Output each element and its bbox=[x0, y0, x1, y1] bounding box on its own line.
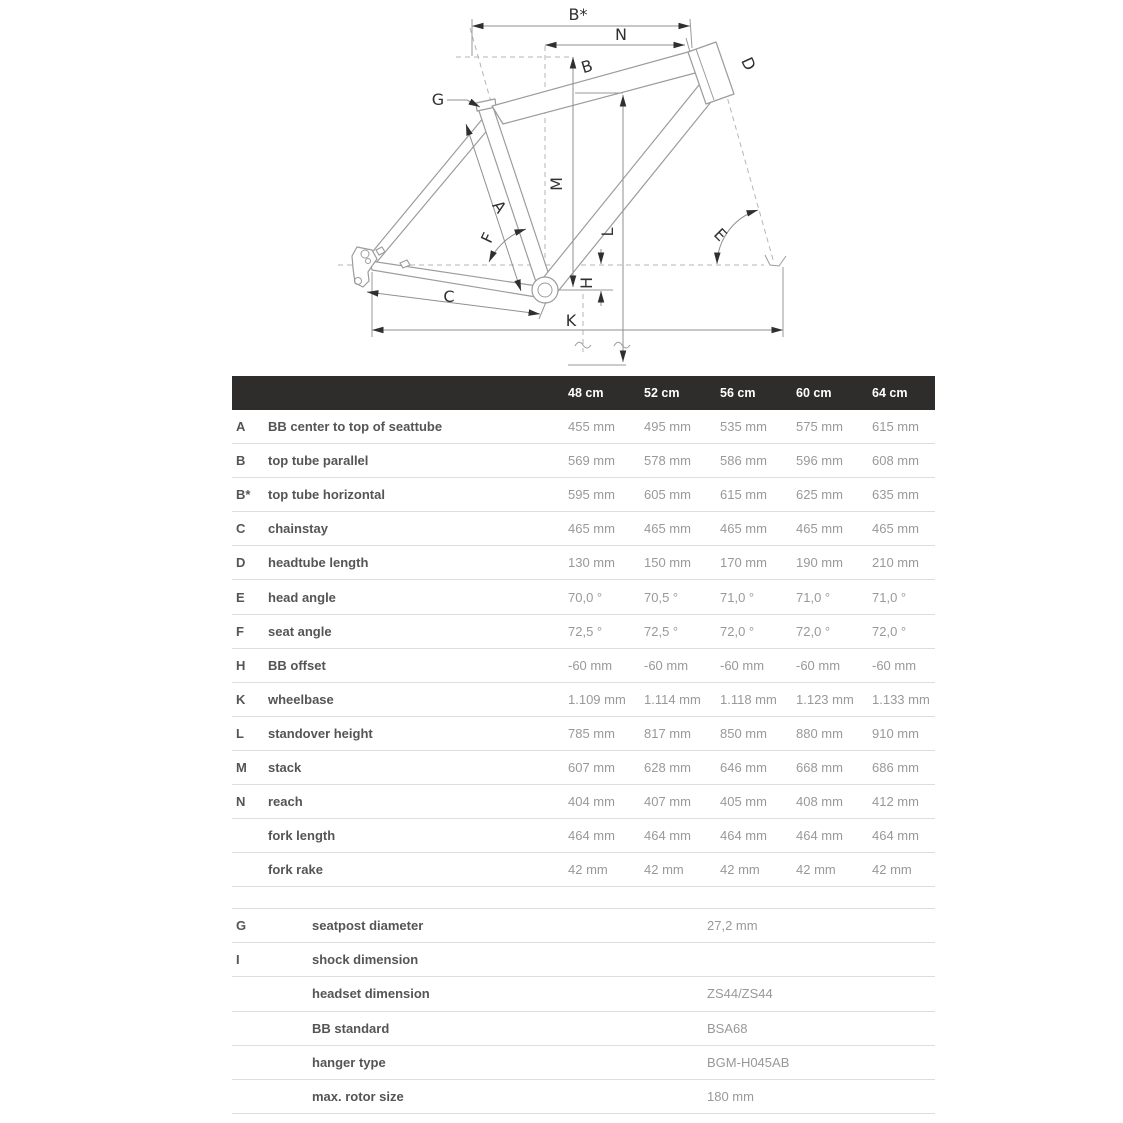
row-label: reach bbox=[268, 794, 303, 810]
row-value: 1.118 mm bbox=[720, 691, 777, 707]
row-value: 595 mm bbox=[568, 487, 615, 503]
row-value: 464 mm bbox=[872, 828, 919, 844]
row-label: head angle bbox=[268, 589, 336, 605]
row-letter: N bbox=[236, 794, 246, 810]
geometry-table-header bbox=[232, 376, 935, 410]
dim-label-g: G bbox=[431, 90, 445, 109]
geometry-table-row bbox=[232, 683, 935, 717]
row-value: 71,0 ° bbox=[720, 589, 755, 605]
row-value: 464 mm bbox=[644, 828, 691, 844]
geometry-table-row bbox=[232, 580, 935, 614]
row-value: -60 mm bbox=[796, 657, 841, 673]
row-label: top tube horizontal bbox=[268, 487, 385, 503]
row-value: 465 mm bbox=[872, 521, 919, 537]
geometry-table-row bbox=[232, 478, 935, 512]
row-value: BGM-H045AB bbox=[707, 1054, 790, 1070]
row-letter: B* bbox=[236, 487, 251, 503]
row-label: fork rake bbox=[268, 862, 323, 878]
row-value: 578 mm bbox=[644, 453, 691, 469]
row-letter: B bbox=[236, 453, 246, 469]
dim-label-c: C bbox=[443, 287, 455, 306]
row-letter: F bbox=[236, 623, 244, 639]
row-value: 625 mm bbox=[796, 487, 843, 503]
row-value: 596 mm bbox=[796, 453, 843, 469]
row-value: 495 mm bbox=[644, 419, 691, 435]
frame-top-tube bbox=[492, 52, 699, 124]
row-value: 646 mm bbox=[720, 759, 767, 775]
row-value: 615 mm bbox=[872, 419, 919, 435]
row-letter: A bbox=[236, 419, 246, 435]
row-value: 210 mm bbox=[872, 555, 919, 571]
row-value: 72,0 ° bbox=[872, 623, 907, 639]
geometry-table-row bbox=[232, 785, 935, 819]
row-value: 465 mm bbox=[644, 521, 691, 537]
row-value: 785 mm bbox=[568, 725, 615, 741]
row-value: 42 mm bbox=[796, 862, 836, 878]
row-label: BB center to top of seattube bbox=[268, 419, 443, 435]
row-value: -60 mm bbox=[720, 657, 765, 673]
dim-label-a: A bbox=[488, 196, 511, 217]
frame-seat-tube bbox=[478, 104, 552, 288]
front-dropout bbox=[765, 255, 786, 266]
row-value: 71,0 ° bbox=[872, 589, 907, 605]
row-label: headtube length bbox=[268, 555, 369, 571]
row-label: BB standard bbox=[312, 1020, 390, 1036]
dim-label-h: H bbox=[577, 276, 596, 290]
row-value: 42 mm bbox=[644, 862, 684, 878]
spec-table-row bbox=[232, 1080, 935, 1114]
row-value: 608 mm bbox=[872, 453, 919, 469]
spec-table-row bbox=[232, 909, 935, 943]
dim-label-k: K bbox=[565, 311, 577, 330]
row-value: 465 mm bbox=[568, 521, 615, 537]
geometry-table-row bbox=[232, 853, 935, 887]
geometry-table-row bbox=[232, 649, 935, 683]
header-size-col: 48 cm bbox=[568, 386, 604, 400]
dim-leader-g bbox=[447, 100, 480, 107]
geometry-table-row bbox=[232, 410, 935, 444]
break-symbol-right bbox=[614, 342, 630, 348]
row-value: 1.133 mm bbox=[872, 691, 930, 707]
row-value: 465 mm bbox=[720, 521, 767, 537]
row-value: 190 mm bbox=[796, 555, 843, 571]
row-label: standover height bbox=[268, 725, 373, 741]
row-label: shock dimension bbox=[312, 952, 419, 968]
header-size-col: 64 cm bbox=[872, 386, 908, 400]
row-label: wheelbase bbox=[268, 691, 334, 707]
row-value: 1.114 mm bbox=[644, 691, 701, 707]
dim-tick-bstar-right bbox=[690, 19, 692, 48]
spec-table bbox=[232, 908, 935, 1114]
row-value: 464 mm bbox=[796, 828, 843, 844]
frame-geometry-diagram bbox=[0, 0, 1123, 376]
row-value: 910 mm bbox=[872, 725, 919, 741]
row-value: 150 mm bbox=[644, 555, 691, 571]
row-value: 72,0 ° bbox=[796, 623, 831, 639]
seat-axis-extension bbox=[470, 28, 491, 102]
row-value: 817 mm bbox=[644, 725, 691, 741]
row-letter: E bbox=[236, 589, 245, 605]
geometry-table-row bbox=[232, 512, 935, 546]
row-value: 72,5 ° bbox=[568, 623, 603, 639]
row-value: 408 mm bbox=[796, 794, 843, 810]
row-value: 405 mm bbox=[720, 794, 767, 810]
dim-label-bstar: B* bbox=[568, 5, 588, 24]
geometry-table-row bbox=[232, 615, 935, 649]
row-value: 686 mm bbox=[872, 759, 919, 775]
row-value: 668 mm bbox=[796, 759, 843, 775]
row-value: 1.109 mm bbox=[568, 691, 626, 707]
row-value: 130 mm bbox=[568, 555, 615, 571]
dim-label-l: L bbox=[598, 227, 617, 237]
row-value: 850 mm bbox=[720, 725, 767, 741]
row-label: stack bbox=[268, 759, 302, 775]
row-letter: K bbox=[236, 691, 246, 707]
header-size-col: 52 cm bbox=[644, 386, 680, 400]
geometry-table-row bbox=[232, 751, 935, 785]
geometry-table-row bbox=[232, 819, 935, 853]
geometry-table-row bbox=[232, 717, 935, 751]
frame-seat-stay bbox=[369, 117, 490, 263]
row-label: hanger type bbox=[312, 1054, 386, 1070]
row-label: fork length bbox=[268, 828, 336, 844]
row-value: -60 mm bbox=[872, 657, 917, 673]
row-letter: G bbox=[236, 918, 247, 934]
row-value: 464 mm bbox=[568, 828, 615, 844]
dim-label-m: M bbox=[547, 177, 566, 191]
row-value: 70,5 ° bbox=[644, 589, 679, 605]
row-value: 628 mm bbox=[644, 759, 691, 775]
row-label: headset dimension bbox=[312, 986, 430, 1002]
row-letter: C bbox=[236, 521, 246, 537]
row-value: 605 mm bbox=[644, 487, 691, 503]
row-value: 412 mm bbox=[872, 794, 919, 810]
header-size-col: 60 cm bbox=[796, 386, 832, 400]
geometry-table bbox=[232, 376, 935, 887]
row-value: 1.123 mm bbox=[796, 691, 854, 707]
row-value: 464 mm bbox=[720, 828, 767, 844]
dim-tick-n-right bbox=[686, 38, 690, 52]
row-letter: M bbox=[236, 759, 247, 775]
dim-label-d: D bbox=[737, 54, 760, 74]
row-label: seatpost diameter bbox=[312, 918, 424, 934]
row-value: 615 mm bbox=[720, 487, 767, 503]
row-letter: I bbox=[236, 952, 240, 968]
row-value: ZS44/ZS44 bbox=[707, 986, 773, 1002]
spec-table-row bbox=[232, 977, 935, 1011]
row-value: 880 mm bbox=[796, 725, 843, 741]
row-letter: H bbox=[236, 657, 246, 673]
row-value: 575 mm bbox=[796, 419, 843, 435]
row-value: 72,0 ° bbox=[720, 623, 755, 639]
row-letter: D bbox=[236, 555, 246, 571]
dim-label-n: N bbox=[615, 25, 627, 44]
row-label: seat angle bbox=[268, 623, 332, 639]
spec-table-row bbox=[232, 1012, 935, 1046]
header-size-col: 56 cm bbox=[720, 386, 756, 400]
row-value: 535 mm bbox=[720, 419, 767, 435]
row-value: 404 mm bbox=[568, 794, 615, 810]
row-value: 607 mm bbox=[568, 759, 615, 775]
row-letter: L bbox=[236, 725, 244, 741]
row-value: 70,0 ° bbox=[568, 589, 603, 605]
row-label: max. rotor size bbox=[312, 1089, 404, 1105]
row-label: top tube parallel bbox=[268, 453, 369, 469]
dim-label-f: F bbox=[476, 229, 499, 246]
row-value: 569 mm bbox=[568, 453, 615, 469]
row-value: BSA68 bbox=[707, 1020, 748, 1036]
spec-table-row bbox=[232, 1046, 935, 1080]
geometry-table-row bbox=[232, 444, 935, 478]
geometry-table-body bbox=[232, 410, 935, 887]
row-value: 71,0 ° bbox=[796, 589, 831, 605]
row-value: 465 mm bbox=[796, 521, 843, 537]
row-value: 586 mm bbox=[720, 453, 767, 469]
row-label: chainstay bbox=[268, 521, 328, 537]
row-value: -60 mm bbox=[568, 657, 613, 673]
geometry-table-row bbox=[232, 546, 935, 580]
row-value: 42 mm bbox=[568, 862, 608, 878]
row-value: 407 mm bbox=[644, 794, 691, 810]
row-value: 42 mm bbox=[872, 862, 912, 878]
row-value: 42 mm bbox=[720, 862, 760, 878]
dim-label-b: B bbox=[578, 55, 595, 78]
bottom-bracket-shell bbox=[532, 277, 558, 303]
row-value: 455 mm bbox=[568, 419, 615, 435]
dim-label-e: E bbox=[710, 224, 731, 245]
row-value: 27,2 mm bbox=[707, 918, 758, 934]
row-value: 180 mm bbox=[707, 1089, 754, 1105]
row-label: BB offset bbox=[268, 657, 326, 673]
row-value: 635 mm bbox=[872, 487, 919, 503]
spec-table-body bbox=[232, 909, 935, 1114]
spec-table-row bbox=[232, 943, 935, 977]
dim-tick-c-right bbox=[539, 302, 546, 319]
row-value: -60 mm bbox=[644, 657, 689, 673]
row-value: 72,5 ° bbox=[644, 623, 679, 639]
row-value: 170 mm bbox=[720, 555, 767, 571]
